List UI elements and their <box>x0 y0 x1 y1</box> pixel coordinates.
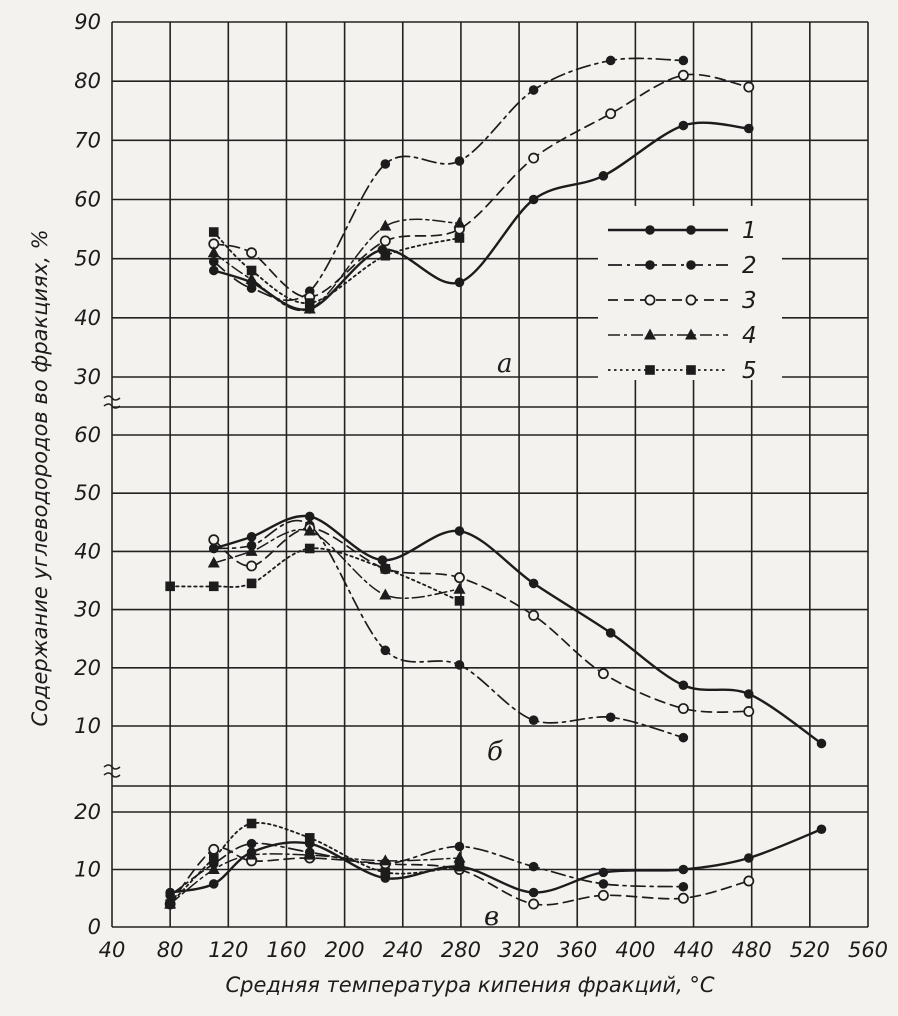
data-point <box>247 561 256 570</box>
x-tick-label: 80 <box>156 938 184 962</box>
data-point <box>599 669 608 678</box>
data-point <box>529 862 539 872</box>
data-point <box>209 257 219 267</box>
series-layer <box>164 56 826 909</box>
series-1 <box>209 512 826 749</box>
data-point <box>381 868 391 878</box>
data-point <box>381 236 390 245</box>
data-point <box>679 704 688 713</box>
y-tick-label: 60 <box>74 187 101 212</box>
x-tick-label: 280 <box>440 938 481 962</box>
y-tick-label: 50 <box>74 246 101 271</box>
data-point <box>744 853 754 863</box>
data-point <box>165 582 175 592</box>
data-point <box>645 260 655 270</box>
y-tick-label: 40 <box>74 539 101 564</box>
data-point <box>247 266 257 276</box>
y-tick-label: 0 <box>87 915 101 939</box>
y-tick-label: 90 <box>74 10 101 34</box>
data-point <box>305 512 315 522</box>
y-tick-label: 20 <box>74 655 101 680</box>
data-point <box>305 298 315 308</box>
data-point <box>208 246 220 257</box>
data-point <box>679 56 689 66</box>
series-3 <box>209 524 753 717</box>
data-point <box>381 646 391 656</box>
data-point <box>381 251 391 261</box>
data-point <box>455 278 465 288</box>
data-point <box>744 124 754 134</box>
legend <box>598 206 782 384</box>
legend-label: 2 <box>742 253 757 279</box>
data-point <box>453 583 465 594</box>
y-axis-title: Содержание углеводородов во фракциях, % <box>28 229 52 727</box>
data-point <box>606 109 615 118</box>
data-point <box>247 839 257 849</box>
data-point <box>247 283 257 293</box>
data-point <box>453 217 465 228</box>
data-point <box>744 876 753 885</box>
data-point <box>381 159 391 169</box>
data-point <box>455 156 465 166</box>
legend-label: 4 <box>742 323 757 349</box>
data-point <box>247 579 257 589</box>
data-point <box>744 689 754 699</box>
x-tick-label: 320 <box>499 938 540 962</box>
data-point <box>529 611 538 620</box>
data-point <box>455 573 464 582</box>
y-tick-label: 10 <box>74 857 101 882</box>
data-point <box>679 733 689 743</box>
x-tick-label: 200 <box>324 938 365 962</box>
data-point <box>599 879 609 889</box>
data-point <box>679 865 689 875</box>
panel-label-b: б <box>487 737 503 767</box>
data-point <box>455 233 465 243</box>
series-line <box>214 219 460 310</box>
data-point <box>379 854 391 865</box>
data-point <box>379 220 391 231</box>
y-tick-label: 50 <box>74 481 101 506</box>
x-tick-label: 160 <box>266 938 307 962</box>
data-point <box>679 680 689 690</box>
data-point <box>209 535 218 544</box>
data-point <box>209 227 219 237</box>
data-point <box>817 739 827 749</box>
data-point <box>599 171 609 181</box>
y-tick-label: 40 <box>74 305 101 330</box>
data-point <box>817 824 827 834</box>
legend-label: 3 <box>742 288 757 314</box>
data-point <box>209 582 219 592</box>
data-point <box>599 891 608 900</box>
series-line <box>170 548 459 601</box>
data-point <box>529 195 539 205</box>
data-point <box>645 365 655 375</box>
data-point <box>455 596 465 606</box>
series-4 <box>208 525 466 600</box>
data-point <box>679 882 689 892</box>
data-point <box>455 660 465 670</box>
data-point <box>529 715 539 725</box>
x-tick-label: 400 <box>615 938 656 962</box>
y-tick-label: 60 <box>74 423 101 447</box>
x-tick-label: 240 <box>382 938 423 962</box>
data-point <box>305 833 315 843</box>
data-point <box>455 842 465 852</box>
x-tick-label: 40 <box>98 938 126 962</box>
data-point <box>379 589 391 600</box>
x-tick-label: 360 <box>557 938 598 962</box>
grid <box>112 22 868 927</box>
data-point <box>529 899 538 908</box>
data-point <box>679 121 689 131</box>
data-point <box>645 225 655 235</box>
data-point <box>209 266 219 276</box>
series-line <box>214 528 749 712</box>
data-point <box>529 888 539 898</box>
data-point <box>247 819 257 829</box>
x-tick-label: 440 <box>673 938 714 962</box>
y-tick-label: 70 <box>74 128 101 153</box>
data-point <box>679 71 688 80</box>
y-tick-label: 30 <box>74 597 101 622</box>
data-point <box>744 707 753 716</box>
data-point <box>529 85 539 95</box>
series-5 <box>165 544 464 606</box>
data-point <box>686 295 695 304</box>
data-point <box>686 365 696 375</box>
data-point <box>381 564 391 574</box>
data-point <box>599 868 609 878</box>
data-point <box>165 899 175 909</box>
data-point <box>679 894 688 903</box>
data-point <box>305 544 315 554</box>
series-4 <box>208 217 466 314</box>
data-point <box>606 56 616 66</box>
data-point <box>606 712 616 722</box>
x-tick-label: 560 <box>847 938 889 962</box>
data-point <box>606 628 616 638</box>
x-tick-label: 120 <box>208 938 249 962</box>
data-point <box>209 853 219 863</box>
x-tick-label: 480 <box>731 938 772 962</box>
tick-labels <box>74 10 888 962</box>
series-5 <box>209 227 464 308</box>
data-point <box>455 526 465 536</box>
data-point <box>529 153 538 162</box>
data-point <box>686 225 696 235</box>
panel-label-c: в <box>484 902 500 932</box>
legend-label: 1 <box>742 218 757 244</box>
data-point <box>744 82 753 91</box>
data-point <box>455 862 465 872</box>
data-point <box>209 879 219 889</box>
x-axis-title: Средняя температура кипения фракций, °С <box>225 973 715 997</box>
data-point <box>686 260 696 270</box>
data-point <box>247 248 256 257</box>
y-tick-label: 10 <box>74 714 101 738</box>
data-point <box>453 852 465 863</box>
panel-label-a: а <box>497 349 513 379</box>
y-tick-label: 20 <box>74 800 101 824</box>
x-tick-label: 520 <box>789 938 830 962</box>
data-point <box>645 295 654 304</box>
data-point <box>529 579 539 589</box>
y-tick-label: 30 <box>74 365 101 389</box>
legend-label: 5 <box>742 358 757 384</box>
data-point <box>247 532 257 542</box>
series-2 <box>209 520 688 742</box>
data-point <box>209 845 218 854</box>
y-tick-label: 80 <box>74 69 101 94</box>
